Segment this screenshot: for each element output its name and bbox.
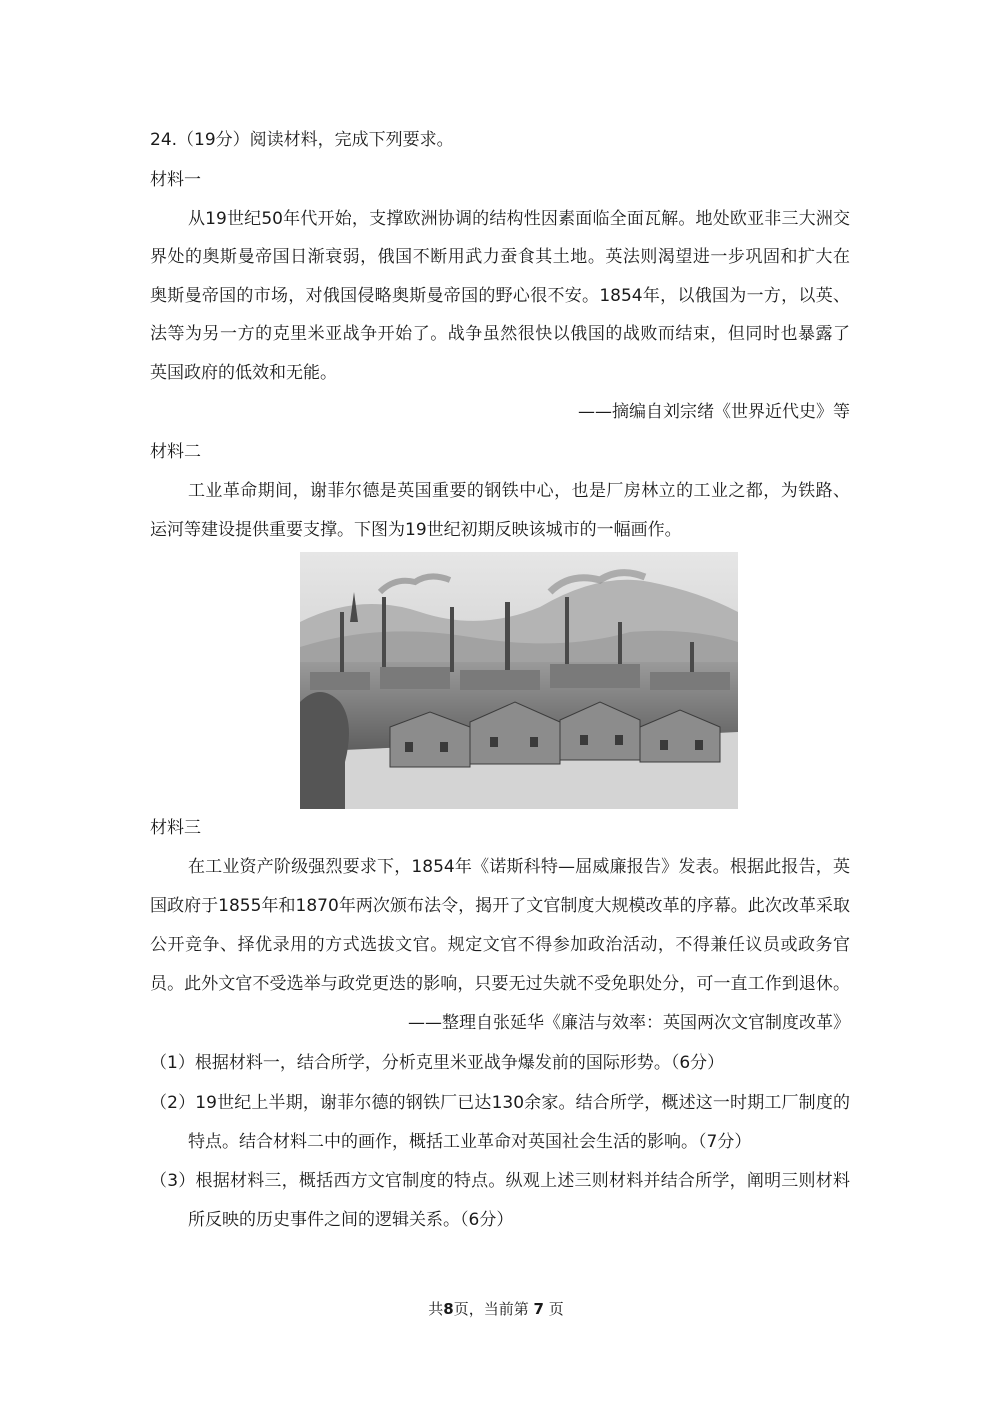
material1-label: 材料一 bbox=[150, 170, 201, 190]
question-3: （3）根据材料三，概括西方文官制度的特点。纵观上述三则材料并结合所学，阐明三则材料 bbox=[150, 1171, 850, 1191]
material1-source: ——摘编自刘宗绪《世界近代史》等 bbox=[578, 402, 850, 422]
material1-line: 界处的奥斯曼帝国日渐衰弱，俄国不断用武力蚕食其土地。英法则渴望进一步巩固和扩大在 bbox=[150, 247, 850, 267]
question-3-continued: 所反映的历史事件之间的逻辑关系。（6分） bbox=[188, 1210, 514, 1230]
material1-line: 英国政府的低效和无能。 bbox=[150, 363, 337, 383]
sheffield-painting bbox=[300, 552, 738, 809]
material2-line: 工业革命期间，谢菲尔德是英国重要的钢铁中心，也是厂房林立的工业之都，为铁路、 bbox=[188, 481, 850, 501]
footer-current-page: 7 bbox=[533, 1300, 544, 1318]
material3-source: ——整理自张延华《廉洁与效率：英国两次文官制度改革》 bbox=[408, 1013, 850, 1033]
material3-line: 在工业资产阶级强烈要求下，1854年《诺斯科特—屈威廉报告》发表。根据此报告，英 bbox=[188, 857, 850, 877]
material2-label: 材料二 bbox=[150, 442, 201, 462]
material3-line: 公开竞争、择优录用的方式选拔文官。规定文官不得参加政治活动，不得兼任议员或政务官 bbox=[150, 935, 850, 955]
material1-line: 从19世纪50年代开始，支撑欧洲协调的结构性因素面临全面瓦解。地处欧亚非三大洲交 bbox=[188, 209, 850, 229]
question-2-continued: 特点。结合材料二中的画作，概括工业革命对英国社会生活的影响。（7分） bbox=[188, 1132, 752, 1152]
material3-label: 材料三 bbox=[150, 818, 201, 838]
material1-line: 奥斯曼帝国的市场，对俄国侵略奥斯曼帝国的野心很不安。1854年，以俄国为一方，以英、 bbox=[150, 286, 850, 306]
footer-middle: 页，当前第 bbox=[453, 1300, 529, 1318]
question-2: （2）19世纪上半期，谢菲尔德的钢铁厂已达130余家。结合所学，概述这一时期工厂制度的 bbox=[150, 1093, 850, 1113]
material2-line: 运河等建设提供重要支撑。下图为19世纪初期反映该城市的一幅画作。 bbox=[150, 520, 682, 540]
material1-line: 法等为另一方的克里米亚战争开始了。战争虽然很快以俄国的战败而结束，但同时也暴露了 bbox=[150, 324, 850, 344]
material3-line: 员。此外文官不受选举与政党更迭的影响，只要无过失就不受免职处分，可一直工作到退休。 bbox=[150, 974, 850, 994]
question-1: （1）根据材料一，结合所学，分析克里米亚战争爆发前的国际形势。（6分） bbox=[150, 1053, 725, 1073]
material3-line: 国政府于1855年和1870年两次颁布法令，揭开了文官制度大规模改革的序幕。此次改革采取 bbox=[150, 896, 850, 916]
footer-total-pages: 8 bbox=[443, 1300, 454, 1318]
footer-suffix: 页 bbox=[548, 1300, 564, 1318]
page-footer bbox=[0, 1302, 992, 1317]
footer-prefix: 共 bbox=[428, 1300, 444, 1318]
question-heading: 24.（19分）阅读材料，完成下列要求。 bbox=[150, 130, 454, 150]
sheffield-painting-illustration bbox=[300, 552, 738, 809]
